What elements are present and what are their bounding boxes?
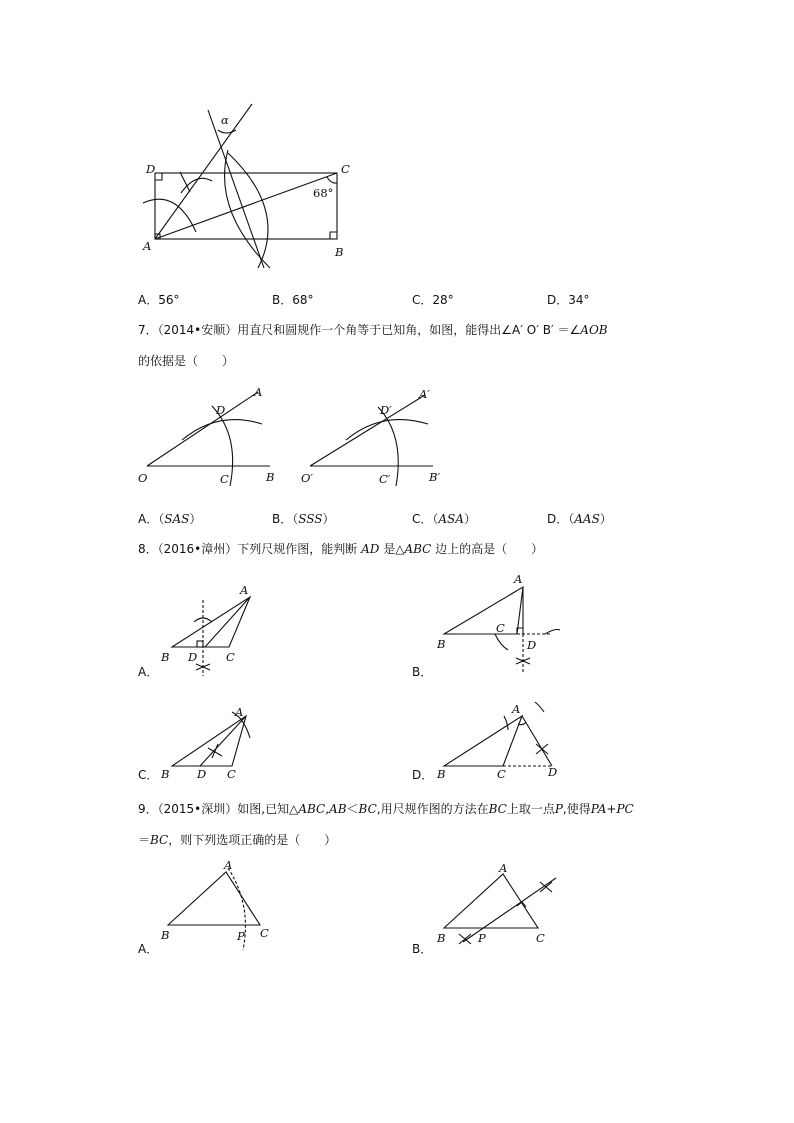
triangle-abc [444,716,522,766]
arc-right [545,630,560,635]
label-d: D [197,767,207,781]
label-b: B [161,767,170,781]
triangle-abc [172,597,250,647]
q8-option-a[interactable]: A． [138,665,159,679]
label-b-prime: B′ [429,470,441,484]
q8-line1: 8．（2016•漳州）下列尺规作图，能判断 AD 是△ABC 边上的高是（ ） [138,542,544,556]
label-b: B [335,245,344,259]
arc-d-mark [182,420,262,440]
label-a: A [224,858,233,872]
label-alpha: α [221,113,229,127]
label-a: A [512,702,521,716]
q7-aob: AOB [580,323,608,337]
arc-bottom [196,664,210,670]
segment-ad [522,716,552,766]
label-b: B [437,637,446,651]
triangle-abc [172,716,246,766]
label-a-prime: A′ [419,387,430,401]
arc-left [504,716,508,730]
label-c: C [260,926,269,940]
triangle-abc [444,874,538,928]
arc-bottom [516,658,530,664]
label-a: A [143,239,152,253]
label-a: A [514,572,523,586]
q8-figure-b [430,570,570,680]
q8-option-b[interactable]: B． [412,665,433,679]
ray-oa [147,392,258,466]
label-b: B [437,767,446,781]
q7-option-d[interactable]: D．（AAS） [547,512,612,526]
label-d: D [146,162,156,176]
label-c: C [497,767,506,781]
perp-bisector [208,110,264,268]
q6-figure [130,100,370,275]
label-68: 68° [313,186,334,200]
q7-figure-right [295,380,455,490]
arc-cross [208,744,222,758]
q7-source: （2014•安顺） [157,323,238,337]
q9-option-b[interactable]: B． [412,942,433,956]
arc-d [180,172,190,192]
q7-line1 [138,322,608,338]
q9-figure-a [155,855,285,955]
q9-option-a[interactable]: A． [138,942,159,956]
q7-number: 7． [138,323,158,337]
label-o: O [138,471,148,485]
q8-figure-d [430,695,570,785]
arc-cross-top [540,882,552,892]
label-b: B [161,650,170,664]
q6-option-d[interactable]: D．34° [547,293,590,307]
label-b: B [437,931,446,945]
q6-option-a[interactable]: A．56° [138,293,180,307]
arc-lens-left [225,150,270,268]
label-c: C [227,767,236,781]
q9-line2: ＝BC，则下列选项正确的是（ ） [138,833,337,847]
q6-option-c[interactable]: C．28° [412,293,454,307]
right-angle-d [155,173,162,180]
q7-option-c[interactable]: C．（ASA） [412,512,476,526]
label-a: A [235,705,244,719]
label-c: C [220,472,229,486]
q8-option-c[interactable]: C． [138,768,159,782]
label-d: D [216,403,226,417]
label-a: A [499,861,508,875]
arc-d-prime-mark [346,420,428,440]
label-c: C [496,621,505,635]
label-d: D [548,765,558,779]
bisector-ray [155,104,252,239]
label-a: A [254,385,263,399]
label-b: B [266,470,275,484]
q7-text1: 用直尺和圆规作一个角等于已知角，如图，能得出∠A′ O′ B′ ＝∠ [237,323,581,337]
q7-option-b[interactable]: B．（SSS） [272,512,335,526]
label-d-prime: D′ [380,403,392,417]
triangle-abc [168,872,260,925]
ray-o-a-prime [310,395,425,466]
q8-figure-a [155,575,265,680]
q7-option-a[interactable]: A．（SAS） [138,512,202,526]
q7-line2: 的依据是（ ） [138,354,235,368]
q8-option-d[interactable]: D． [412,768,434,782]
q8-figure-c [155,700,265,785]
arc-left [495,634,508,650]
right-angle-mark [197,641,203,647]
label-c: C [341,162,350,176]
label-p: P [478,931,486,945]
q7-figure-left [130,380,290,490]
arc-cross [536,744,548,754]
label-b: B [161,928,170,942]
q9-line1: 9．（2015•深圳）如图,已知△ABC,AB＜BC,用尺规作图的方法在BC上取一点P,使得PA+PC [138,802,634,816]
triangle-abc [444,587,523,634]
right-angle-mark [517,902,526,907]
label-d: D [527,638,537,652]
label-d: D [188,650,198,664]
arc-cross-bottom [459,934,471,944]
label-c: C [226,650,235,664]
label-c: C [536,931,545,945]
q9-figure-b [430,855,570,955]
q6-option-b[interactable]: B．68° [272,293,314,307]
right-angle-b [330,232,337,239]
label-o-prime: O′ [301,471,314,485]
label-a: A [240,583,249,597]
arc-top [535,702,544,712]
diagonal-ac [155,173,337,239]
label-c-prime: C′ [379,472,391,486]
angle-c-arc [327,177,337,183]
label-p: P [237,929,245,943]
